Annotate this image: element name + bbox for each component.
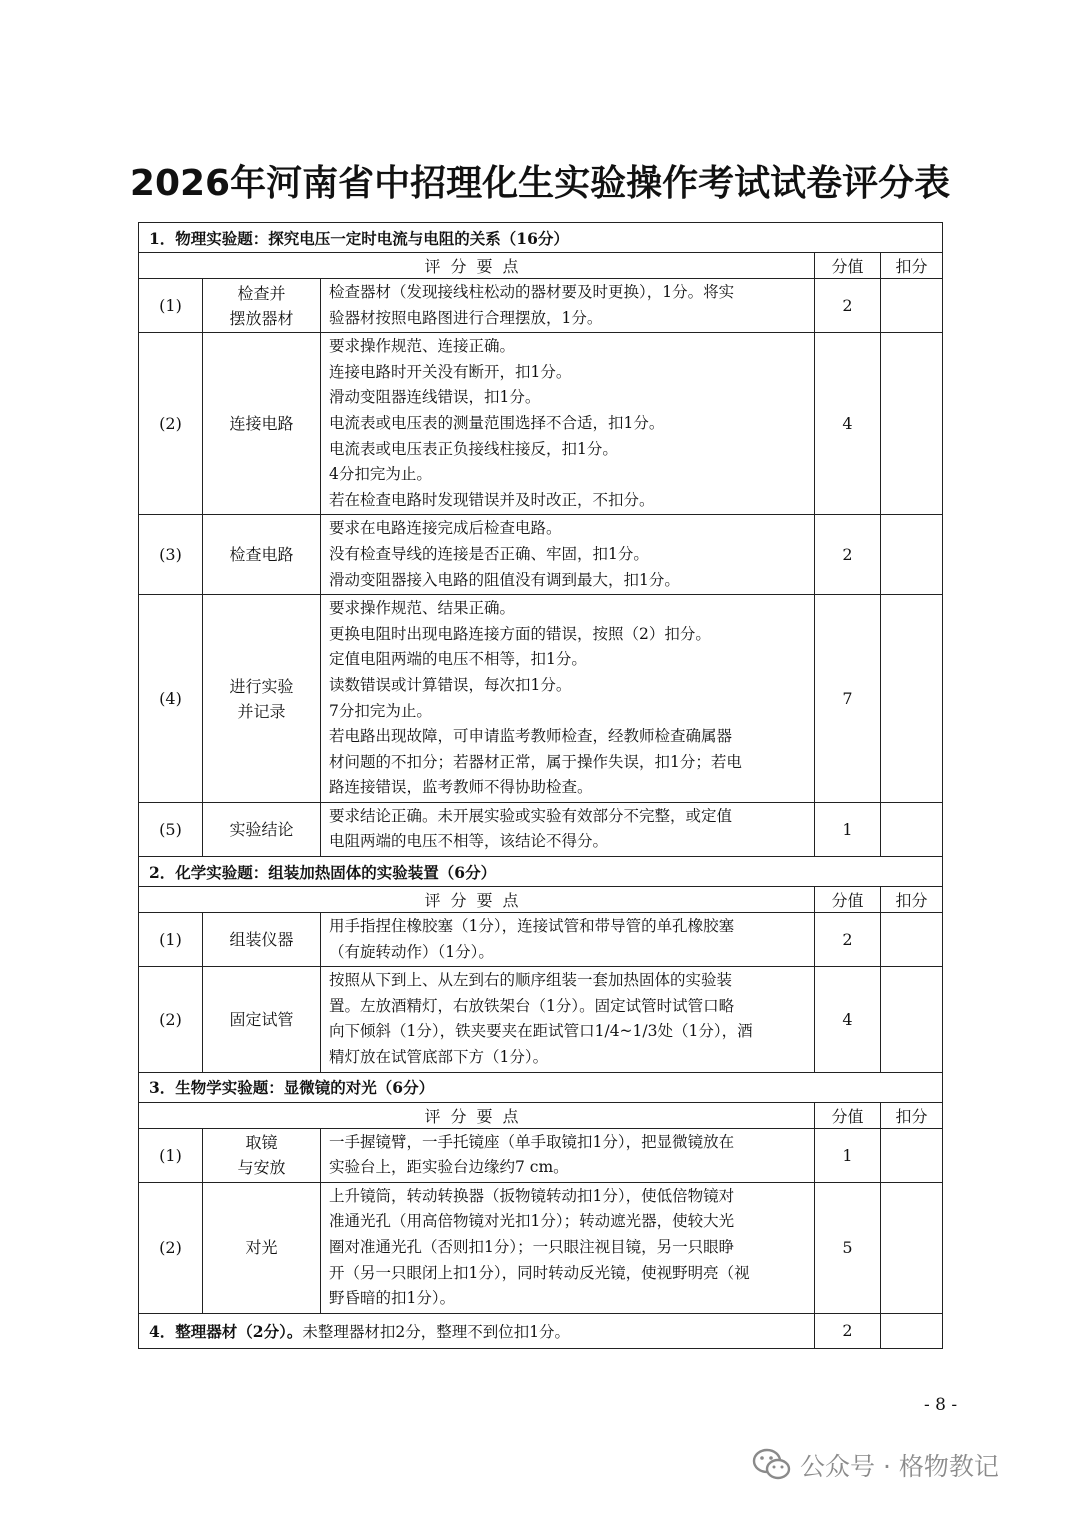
criteria-line: 定值电阻两端的电压不相等，扣1分。 bbox=[329, 650, 587, 669]
final-row-text bbox=[139, 1313, 815, 1348]
item-name-line: 连接电路 bbox=[229, 414, 294, 434]
criteria-line: 电流表或电压表的测量范围选择不合适，扣1分。 bbox=[329, 413, 665, 432]
table-row bbox=[139, 1182, 943, 1313]
score-value: 4 bbox=[815, 333, 881, 515]
header-score: 分值 bbox=[815, 887, 881, 913]
item-name-line: 检查并 bbox=[237, 283, 286, 303]
criteria-text bbox=[321, 802, 815, 856]
row-number: (2) bbox=[139, 1182, 203, 1313]
final-row-label: 4．整理器材（2分）。 bbox=[149, 1321, 303, 1341]
criteria-line: 4分扣完为止。 bbox=[329, 465, 432, 484]
item-name bbox=[203, 595, 321, 803]
criteria-line: 野昏暗的扣1分）。 bbox=[329, 1289, 456, 1308]
header-points: 评分要点 bbox=[139, 1102, 815, 1128]
criteria-line: （有旋转动作）（1分）。 bbox=[329, 942, 494, 961]
criteria-line: 要求操作规范、结果正确。 bbox=[329, 599, 516, 618]
criteria-line: 实验台上，距实验台边缘约7 cm。 bbox=[329, 1158, 569, 1177]
criteria-line: 材问题的不扣分；若器材正常，属于操作失误，扣1分；若电 bbox=[329, 752, 742, 771]
item-name-line: 取镜 bbox=[245, 1133, 278, 1153]
row-number: (3) bbox=[139, 515, 203, 595]
criteria-text bbox=[321, 279, 815, 333]
section-heading: 1．物理实验题：探究电压一定时电流与电阻的关系（16分） bbox=[139, 223, 943, 253]
table-header-row bbox=[139, 253, 943, 279]
item-name bbox=[203, 1128, 321, 1182]
score-value: 1 bbox=[815, 1128, 881, 1182]
criteria-text bbox=[321, 1128, 815, 1182]
item-name-line: 对光 bbox=[245, 1238, 278, 1258]
table-row bbox=[139, 967, 943, 1072]
page-number: - 8 - bbox=[924, 1395, 958, 1415]
item-name bbox=[203, 802, 321, 856]
criteria-line: 连接电路时开关没有断开，扣1分。 bbox=[329, 362, 572, 381]
header-points: 评分要点 bbox=[139, 253, 815, 279]
criteria-line: 更换电阻时出现电路连接方面的错误，按照（2）扣分。 bbox=[329, 624, 711, 643]
item-name-line: 进行实验 bbox=[229, 676, 294, 696]
item-name-line: 并记录 bbox=[237, 701, 286, 721]
deduct-cell[interactable] bbox=[881, 1128, 943, 1182]
criteria-line: 按照从下到上、从左到右的顺序组装一套加热固体的实验装 bbox=[329, 971, 733, 990]
criteria-text bbox=[321, 1182, 815, 1313]
criteria-line: 7分扣完为止。 bbox=[329, 701, 432, 720]
row-number: (2) bbox=[139, 967, 203, 1072]
section-heading: 3．生物学实验题：显微镜的对光（6分） bbox=[139, 1072, 943, 1102]
criteria-line: 电阻两端的电压不相等，该结论不得分。 bbox=[329, 832, 609, 851]
criteria-line: 精灯放在试管底部下方（1分）。 bbox=[329, 1048, 549, 1067]
row-number: (1) bbox=[139, 1128, 203, 1182]
grading-table bbox=[138, 222, 943, 1349]
section-heading-row bbox=[139, 223, 943, 253]
header-deduct: 扣分 bbox=[881, 253, 943, 279]
item-name-line: 摆放器材 bbox=[229, 308, 294, 328]
criteria-line: 准通光孔（用高倍物镜对光扣1分）；转动遮光器，使较大光 bbox=[329, 1212, 735, 1231]
score-value: 2 bbox=[815, 515, 881, 595]
row-number: (1) bbox=[139, 279, 203, 333]
table-header-row bbox=[139, 887, 943, 913]
criteria-text bbox=[321, 515, 815, 595]
score-value: 7 bbox=[815, 595, 881, 803]
score-value: 5 bbox=[815, 1182, 881, 1313]
criteria-line: 若在检查电路时发现错误并及时改正，不扣分。 bbox=[329, 490, 655, 509]
criteria-line: 电流表或电压表正负接线柱接反，扣1分。 bbox=[329, 439, 618, 458]
criteria-text bbox=[321, 913, 815, 967]
row-number: (2) bbox=[139, 333, 203, 515]
item-name-line: 与安放 bbox=[237, 1158, 286, 1178]
section-heading: 2．化学实验题：组装加热固体的实验装置（6分） bbox=[139, 857, 943, 887]
table-row bbox=[139, 279, 943, 333]
page-title: 2026年河南省中招理化生实验操作考试试卷评分表 bbox=[129, 163, 951, 204]
item-name bbox=[203, 913, 321, 967]
item-name-line: 组装仪器 bbox=[229, 930, 294, 950]
section-heading-row bbox=[139, 857, 943, 887]
score-value: 2 bbox=[815, 279, 881, 333]
criteria-text bbox=[321, 967, 815, 1072]
criteria-line: 置。左放酒精灯，右放铁架台（1分）。固定试管时试管口略 bbox=[329, 996, 735, 1015]
criteria-line: 一手握镜臂，一手托镜座（单手取镜扣1分），把显微镜放在 bbox=[329, 1132, 735, 1151]
criteria-line: 滑动变阻器连线错误，扣1分。 bbox=[329, 388, 541, 407]
deduct-cell[interactable] bbox=[881, 802, 943, 856]
criteria-line: 没有检查导线的连接是否正确、牢固，扣1分。 bbox=[329, 544, 649, 563]
deduct-cell[interactable] bbox=[881, 515, 943, 595]
table-row bbox=[139, 595, 943, 803]
deduct-cell[interactable] bbox=[881, 333, 943, 515]
score-value: 2 bbox=[815, 913, 881, 967]
criteria-line: 要求结论正确。未开展实验或实验有效部分不完整，或定值 bbox=[329, 806, 733, 825]
score-value: 4 bbox=[815, 967, 881, 1072]
table-row bbox=[139, 515, 943, 595]
watermark-text: 公众号 · 格物教记 bbox=[800, 1452, 999, 1481]
criteria-line: 验器材按照电路图进行合理摆放，1分。 bbox=[329, 308, 603, 327]
item-name-line: 实验结论 bbox=[229, 819, 294, 839]
header-deduct: 扣分 bbox=[881, 887, 943, 913]
table-header-row bbox=[139, 1102, 943, 1128]
table-row bbox=[139, 333, 943, 515]
deduct-cell[interactable] bbox=[881, 279, 943, 333]
item-name bbox=[203, 515, 321, 595]
header-score: 分值 bbox=[815, 253, 881, 279]
criteria-line: 滑动变阻器接入电路的阻值没有调到最大，扣1分。 bbox=[329, 570, 680, 589]
table-row bbox=[139, 913, 943, 967]
item-name bbox=[203, 1182, 321, 1313]
criteria-line: 向下倾斜（1分），铁夹要夹在距试管口1/4~1/3处（1分），酒 bbox=[329, 1022, 753, 1041]
criteria-line: 若电路出现故障，可申请监考教师检查，经教师检查确属器 bbox=[329, 727, 733, 746]
criteria-text bbox=[321, 595, 815, 803]
deduct-cell[interactable] bbox=[881, 967, 943, 1072]
deduct-cell[interactable] bbox=[881, 913, 943, 967]
score-value: 1 bbox=[815, 802, 881, 856]
criteria-line: 上升镜筒，转动转换器（扳物镜转动扣1分），使低倍物镜对 bbox=[329, 1186, 735, 1205]
item-name-line: 固定试管 bbox=[229, 1009, 294, 1029]
row-number: (4) bbox=[139, 595, 203, 803]
criteria-line: 读数错误或计算错误，每次扣1分。 bbox=[329, 675, 572, 694]
row-number: (5) bbox=[139, 802, 203, 856]
final-row bbox=[139, 1313, 943, 1348]
table-row bbox=[139, 802, 943, 856]
criteria-line: 路连接错误，监考教师不得协助检查。 bbox=[329, 778, 593, 797]
item-name bbox=[203, 967, 321, 1072]
deduct-cell[interactable] bbox=[881, 595, 943, 803]
header-score: 分值 bbox=[815, 1102, 881, 1128]
table-row bbox=[139, 1128, 943, 1182]
row-number: (1) bbox=[139, 913, 203, 967]
criteria-line: 圈对准通光孔（否则扣1分）；一只眼注视目镜，另一只眼睁 bbox=[329, 1238, 735, 1256]
item-name-line: 检查电路 bbox=[229, 545, 294, 565]
watermark bbox=[752, 1443, 999, 1487]
criteria-line: 用手指捏住橡胶塞（1分），连接试管和带导管的单孔橡胶塞 bbox=[329, 917, 735, 936]
criteria-line: 要求在电路连接完成后检查电路。 bbox=[329, 519, 562, 538]
header-deduct: 扣分 bbox=[881, 1102, 943, 1128]
deduct-cell[interactable] bbox=[881, 1182, 943, 1313]
criteria-line: 检查器材（发现接线柱松动的器材要及时更换），1分。将实 bbox=[329, 283, 735, 301]
deduct-cell[interactable] bbox=[881, 1313, 943, 1348]
criteria-text bbox=[321, 333, 815, 515]
item-name bbox=[203, 333, 321, 515]
header-points: 评分要点 bbox=[139, 887, 815, 913]
score-value: 2 bbox=[815, 1313, 881, 1348]
section-heading-row bbox=[139, 1072, 943, 1102]
wechat-icon bbox=[752, 1448, 792, 1482]
final-row-desc: 未整理器材扣2分，整理不到位扣1分。 bbox=[302, 1322, 571, 1341]
criteria-line: 开（另一只眼闭上扣1分），同时转动反光镜，使视野明亮（视 bbox=[329, 1263, 750, 1282]
criteria-line: 要求操作规范、连接正确。 bbox=[329, 337, 516, 356]
item-name bbox=[203, 279, 321, 333]
